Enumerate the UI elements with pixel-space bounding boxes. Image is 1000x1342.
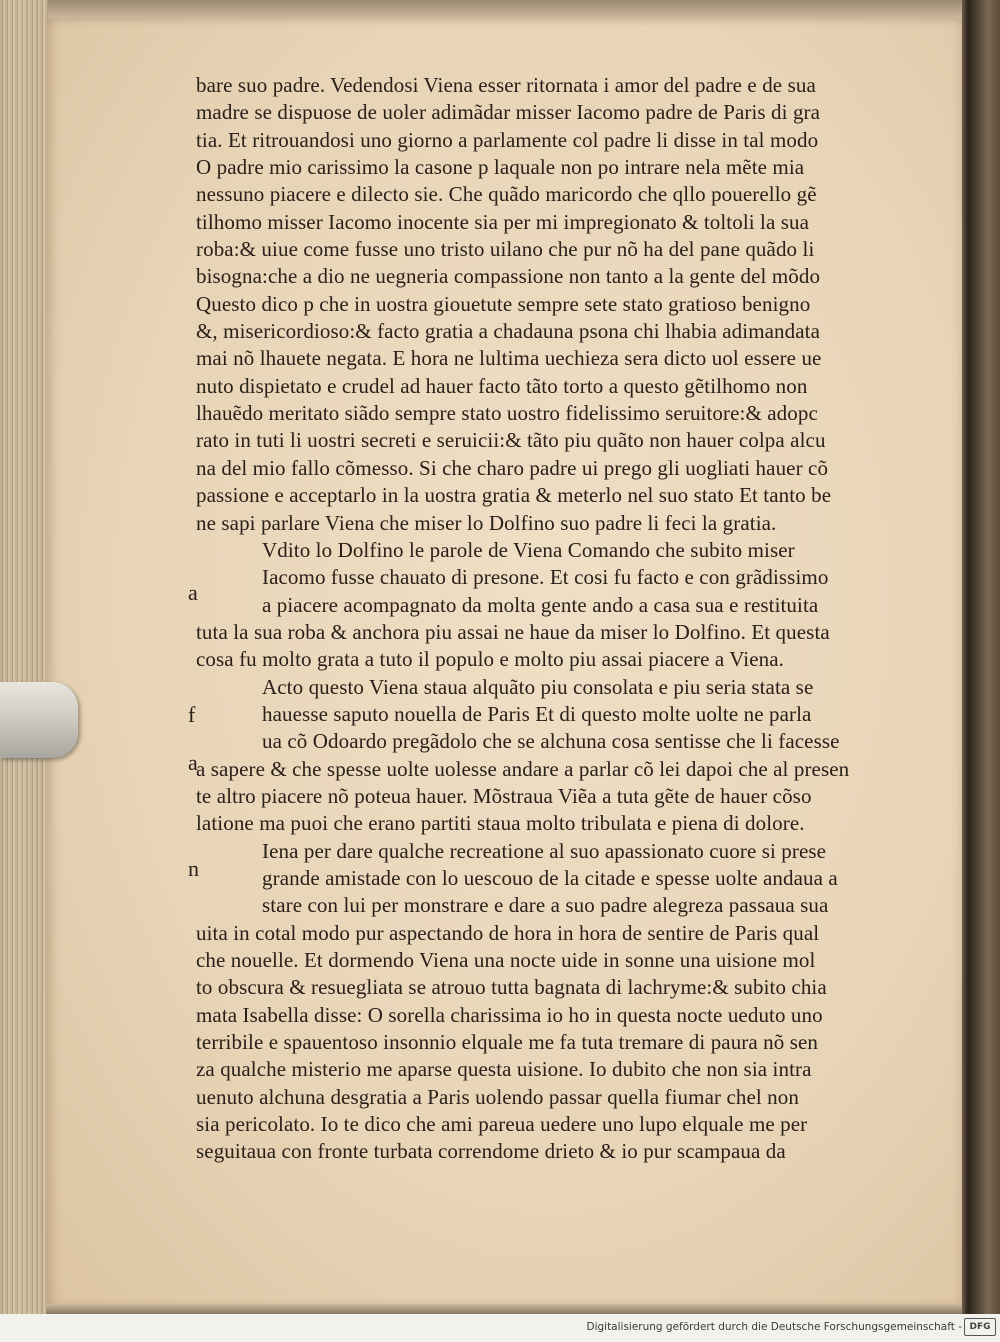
text-line: lhauẽdo meritato siãdo sempre stato uostro fidelissimo seruitore:& adopc bbox=[196, 401, 818, 426]
text-line: na del mio fallo cõmesso. Si che charo padre ui prego gli uogliati hauer cõ bbox=[196, 455, 829, 480]
text-line: za qualche misterio me aparse questa uisione. Io dubito che non sia intra bbox=[196, 1057, 812, 1082]
page-text bbox=[188, 72, 916, 1166]
book-clasp bbox=[0, 682, 78, 758]
text-line: bare suo padre. Vedendosi Viena esser ritornata i amor del padre e de sua bbox=[196, 73, 816, 97]
marginal-letter: f bbox=[188, 702, 196, 727]
text-line: grande amistade con lo uescouo de la citade e spesse uolte andaua a bbox=[262, 865, 838, 890]
text-line: bisogna:che a dio ne uegneria compassione non tanto a la gente del mõdo bbox=[196, 264, 821, 289]
text-line: stare con lui per monstrare e dare a suo padre alegreza passaua sua bbox=[262, 893, 829, 918]
text-line: mata Isabella disse: O sorella charissima io ho in questa nocte ueduto uno bbox=[196, 1002, 823, 1027]
text-line: Iacomo fusse chauato di presone. Et cosi fu facto e con grãdissimo bbox=[262, 565, 829, 590]
text-line: tia. Et ritrouandosi uno giorno a parlamente col padre li disse in tal modo bbox=[196, 127, 819, 152]
text-line: ua cõ Odoardo pregãdolo che se alchuna cosa sentisse che li facesse bbox=[262, 729, 840, 754]
text-line: terribile e spauentoso insonnio elquale me fa tuta tremare di paura nõ sen bbox=[196, 1030, 819, 1055]
text-line: uita in cotal modo pur aspectando de hora in hora de sentire de Paris qual bbox=[196, 920, 820, 945]
text-line: nuto dispietato e crudel ad hauer facto tãto torto a questo gẽtilhomo non bbox=[196, 373, 808, 398]
text-line: tilhomo misser Iacomo inocente sia per mi impregionato & toltoli la sua bbox=[196, 209, 810, 234]
text-line: te altro piacere nõ poteua hauer. Mõstraua Viẽa a tuta gẽte de hauer cõso bbox=[196, 783, 812, 808]
text-line: &, misericordioso:& facto gratia a chadauna psona chi lhabia adimandata bbox=[196, 319, 821, 344]
text-line: passione e acceptarlo in la uostra gratia & meterlo nel suo stato Et tanto be bbox=[196, 483, 832, 508]
text-line: che nouelle. Et dormendo Viena una nocte uide in sonne una uisione mol bbox=[196, 948, 816, 972]
marginal-letter: n bbox=[188, 856, 199, 881]
left-page-edges bbox=[0, 0, 48, 1314]
text-line: latione ma puoi che erano partiti staua molto tribulata e piena di dolore. bbox=[196, 811, 805, 836]
text-line: Questo dico p che in uostra giouetute sempre sete stato gratioso benigno bbox=[196, 291, 811, 316]
text-line: a sapere & che spesse uolte uolesse andare a parlar cõ lei dapoi che al presen bbox=[196, 756, 850, 781]
page-bottom-edge bbox=[46, 1304, 964, 1314]
text-line: mai nõ lhauete negata. E hora ne lultima uechieza sera dicto uol essere ue bbox=[196, 346, 822, 371]
text-line: cosa fu molto grata a tuto il populo e molto piu assai piacere a Viena. bbox=[196, 647, 785, 672]
text-line: to obscura & resuegliata se atrouo tutta bagnata di lachryme:& subito chia bbox=[196, 975, 827, 1000]
text-line: hauesse saputo nouella de Paris Et di questo molte uolte ne parla bbox=[262, 701, 812, 726]
text-line: rato in tuti li uostri secreti e seruicii:& tãto piu quãto non hauer colpa alcu bbox=[196, 428, 826, 453]
text-line: uenuto alchuna desgratia a Paris uolendo passar quella fiumar chel non bbox=[196, 1084, 799, 1109]
text-line: ne sapi parlare Viena che miser lo Dolfino suo padre li feci la gratia. bbox=[196, 510, 777, 535]
text-line: a piacere acompagnato da molta gente ando a casa sua e restituita bbox=[262, 592, 819, 617]
marginal-letter: a bbox=[188, 750, 198, 775]
text-line: Iena per dare qualche recreatione al suo apassionato cuore si prese bbox=[262, 838, 827, 863]
text-line: sia pericolato. Io te dico che ami pareua uedere uno lupo elquale me per bbox=[196, 1112, 808, 1137]
right-page-edges bbox=[962, 0, 1000, 1314]
text-line: roba:& uiue come fusse uno tristo uilano che pur nõ ha del pane quãdo li bbox=[196, 237, 815, 262]
page-top-edge bbox=[46, 0, 964, 18]
text-line: tuta la sua roba & anchora piu assai ne haue da miser lo Dolfino. Et questa bbox=[196, 619, 830, 644]
funding-credit: Digitalisierung gefördert durch die Deutsche Forschungsgemeinschaft - bbox=[586, 1321, 962, 1333]
text-line: madre se dispuose de uoler adimãdar misser Iacomo padre de Paris di gra bbox=[196, 100, 821, 125]
text-line: O padre mio carissimo la casone p laquale non po intrare nela mẽte mia bbox=[196, 155, 805, 180]
text-line: Acto questo Viena staua alquãto piu consolata e piu seria stata se bbox=[262, 674, 814, 699]
text-line: Vdito lo Dolfino le parole de Viena Comando che subito miser bbox=[262, 537, 795, 562]
marginal-letter: a bbox=[188, 580, 198, 605]
text-line: seguitaua con fronte turbata correndome drieto & io pur scampaua da bbox=[196, 1139, 786, 1164]
dfg-logo-icon: DFG bbox=[964, 1318, 996, 1336]
text-line: nessuno piacere e dilecto sie. Che quãdo maricordo che qllo pouerello gẽ bbox=[196, 182, 817, 207]
